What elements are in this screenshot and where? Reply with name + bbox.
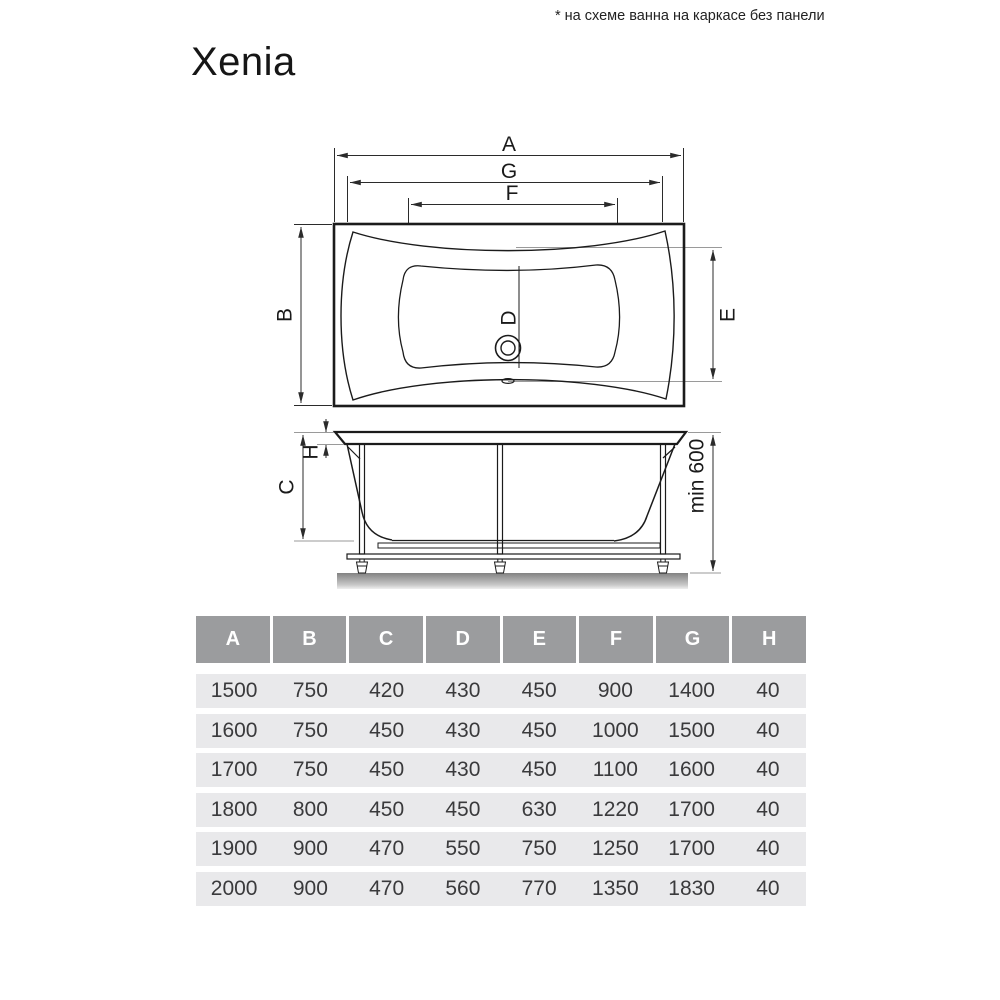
- dimension-e: [713, 250, 740, 379]
- table-row: [196, 753, 806, 787]
- table-cell: 1220: [592, 797, 639, 821]
- table-cell: 450: [521, 679, 557, 702]
- table-cell: 40: [756, 758, 780, 781]
- table-cell: 1800: [210, 797, 258, 821]
- table-cell: 2000: [210, 876, 258, 900]
- frame-feet: [357, 559, 669, 573]
- table-header-cell: F: [579, 616, 653, 663]
- table-row: [196, 714, 806, 748]
- table-header-cell: H: [732, 616, 806, 663]
- table-cell: 430: [445, 679, 481, 702]
- table-cell: 450: [445, 797, 481, 821]
- table-cell: 1500: [210, 679, 258, 702]
- table-cell: 750: [292, 718, 328, 742]
- table-row: [196, 832, 806, 866]
- dim-label-f: F: [505, 182, 519, 205]
- table-cell: 430: [445, 758, 481, 781]
- table-cell: 770: [521, 876, 557, 900]
- dimension-g: [350, 160, 660, 183]
- table-cell: 550: [445, 837, 481, 860]
- table-row: [196, 674, 806, 708]
- table-cell: 1700: [210, 758, 258, 781]
- dimensions-table: [196, 616, 806, 911]
- table-header-cell: A: [196, 616, 270, 663]
- table-cell: 420: [369, 679, 405, 702]
- dim-label-min-height: min 600: [685, 438, 709, 514]
- table-cell: 560: [445, 876, 481, 900]
- footnote: * на схеме ванна на каркасе без панели: [555, 8, 825, 24]
- drain-icon: [496, 336, 521, 361]
- table-cell: 1600: [668, 758, 715, 781]
- dim-label-d: D: [497, 310, 521, 326]
- table-cell: 1000: [592, 718, 639, 742]
- dim-label-c: C: [275, 479, 299, 495]
- product-title: Xenia: [191, 40, 296, 84]
- side-view: [276, 419, 721, 589]
- dim-label-b: B: [273, 307, 297, 323]
- ground: [337, 573, 688, 589]
- table-cell: 450: [369, 797, 405, 821]
- table-row: [196, 793, 806, 827]
- table-cell: 1500: [668, 718, 715, 742]
- table-cell: 40: [756, 718, 780, 742]
- table-cell: 40: [756, 797, 780, 821]
- table-header-cell: E: [503, 616, 577, 663]
- table-cell: 1830: [668, 876, 715, 900]
- table-cell: 750: [292, 679, 328, 702]
- dim-label-g: G: [500, 160, 518, 183]
- corner-braces: [348, 447, 675, 459]
- table-cell: 900: [292, 837, 328, 860]
- table-cell: 450: [521, 718, 557, 742]
- dim-label-e: E: [716, 307, 740, 323]
- dim-label-a: A: [501, 133, 517, 156]
- dimension-b: [274, 227, 301, 403]
- tub-profile: [347, 444, 675, 548]
- table-cell: 1350: [592, 876, 639, 900]
- table-cell: 470: [369, 837, 405, 860]
- table-cell: 1700: [668, 797, 715, 821]
- rim-board: [335, 432, 686, 444]
- table-cell: 470: [369, 876, 405, 900]
- table-cell: 900: [292, 876, 328, 900]
- dimension-min-height: [686, 433, 721, 574]
- table-header-cell: D: [426, 616, 500, 663]
- table-cell: 40: [756, 876, 780, 900]
- table-cell: 800: [292, 797, 328, 821]
- table-cell: 1900: [210, 837, 258, 860]
- table-cell: 1250: [592, 837, 639, 860]
- table-cell: 750: [292, 758, 328, 781]
- table-header-cell: B: [273, 616, 347, 663]
- frame-rail: [347, 554, 680, 559]
- table-cell: 450: [369, 718, 405, 742]
- table-header-cell: C: [349, 616, 423, 663]
- bottom-board: [378, 543, 660, 548]
- table-cell: 1600: [210, 718, 258, 742]
- table-cell: 40: [756, 679, 780, 702]
- dim-label-h: H: [299, 444, 323, 460]
- table-cell: 750: [521, 837, 557, 860]
- dimension-f: [411, 182, 615, 205]
- dimension-h: [300, 419, 344, 460]
- table-cell: 1400: [668, 679, 715, 702]
- table-cell: 40: [756, 837, 780, 860]
- table-cell: 900: [597, 679, 633, 702]
- table-cell: 450: [521, 758, 557, 781]
- table-header-cell: G: [656, 616, 730, 663]
- frame-legs: [360, 444, 666, 554]
- table-row: [196, 872, 806, 906]
- dimension-a: [337, 133, 681, 156]
- table-cell: 1100: [592, 758, 638, 781]
- table-cell: 430: [445, 718, 481, 742]
- table-header-row: [196, 616, 806, 663]
- table-cell: 1700: [668, 837, 715, 860]
- top-view: [274, 133, 740, 406]
- table-cell: 450: [369, 758, 405, 781]
- table-cell: 630: [521, 797, 557, 821]
